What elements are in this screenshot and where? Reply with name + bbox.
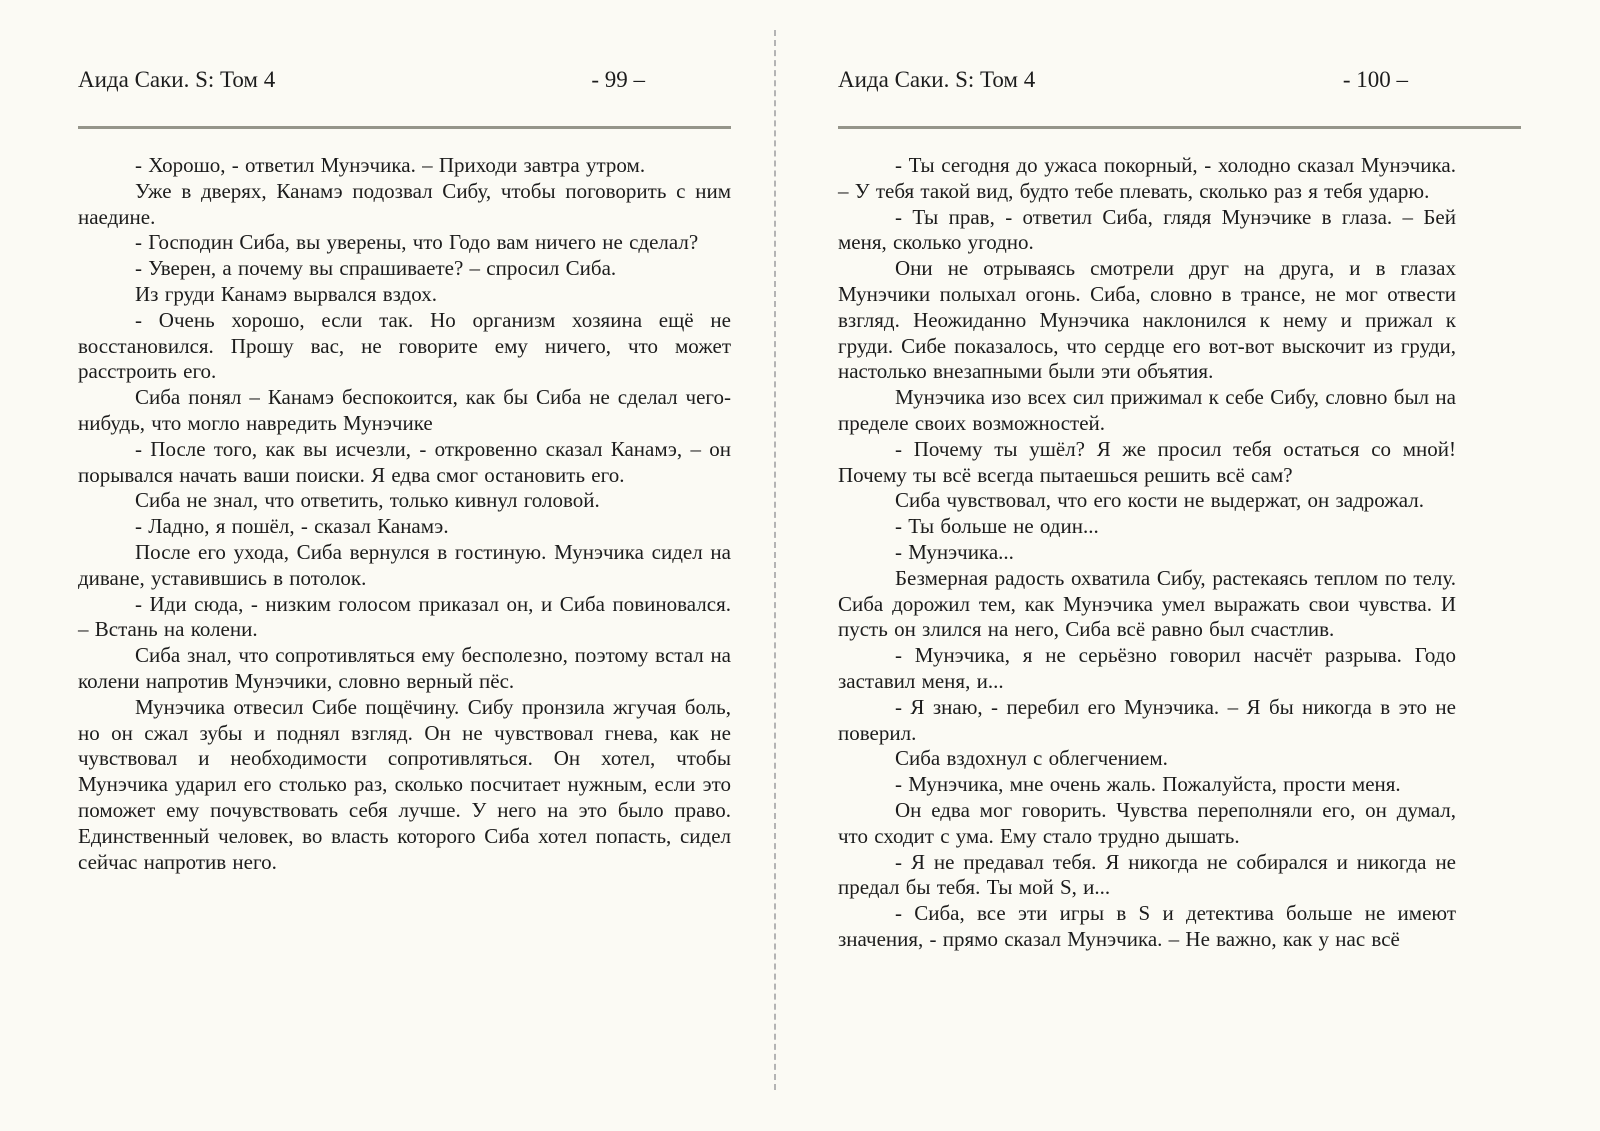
body-paragraph: - Ты больше не один... xyxy=(895,514,1099,539)
body-paragraph: - Почему ты ушёл? Я же просил тебя остаться со мной! Почему ты всё всегда пытаешься решить всё сам? xyxy=(838,436,1456,487)
body-paragraph: После его ухода, Сиба вернулся в гостиную. Мунэчика сидел на диване, уставившись в потолок. xyxy=(78,539,731,590)
body-paragraph: Он едва мог говорить. Чувства переполняли его, он думал, что сходит с ума. Ему стало трудно дышать. xyxy=(838,797,1456,848)
body-paragraph: - Хорошо, - ответил Мунэчика. – Приходи завтра утром. xyxy=(135,153,646,177)
page-number: - 100 – xyxy=(1342,67,1408,92)
page-header-right xyxy=(838,63,1521,97)
body-paragraph: Сиба вздохнул с облегчением. xyxy=(895,746,1168,771)
body-paragraph: Мунэчика отвесил Сибе пощёчину. Сибу пронзила жгучая боль, но он сжал зубы и поднял взгляд. Он не чувствовал гнева, как не чувствовал и необходимости сопротивляться. Он хотел, чтобы Мунэчика ударил его столько раз, сколько посчитает нужным, если это поможет ему почувствовать себя лучше. У него на это было право. Единственный человек, во власть которого Сиба хотел попасть, сидел сейчас напротив него. xyxy=(78,694,731,874)
body-paragraph: Сиба чувствовал, что его кости не выдержат, он задрожал. xyxy=(895,488,1425,513)
page-number: - 99 – xyxy=(591,67,645,92)
body-paragraph: - Господин Сиба, вы уверены, что Годо вам ничего не сделал? xyxy=(135,230,699,255)
body-paragraph: Сиба не знал, что ответить, только кивнул головой. xyxy=(135,488,600,513)
page-text-right xyxy=(838,153,1456,953)
body-paragraph: - Ты сегодня до ужаса покорный, - холодно сказал Мунэчика. – У тебя такой вид, будто тебе плевать, сколько раз я тебя ударю. xyxy=(838,153,1456,203)
body-paragraph: - Иди сюда, - низким голосом приказал он, и Сиба повиновался. – Встань на колени. xyxy=(78,591,731,642)
body-paragraph: Сиба знал, что сопротивляться ему бесполезно, поэтому встал на колени напротив Мунэчики, словно верный пёс. xyxy=(78,643,731,693)
body-paragraph: - После того, как вы исчезли, - откровенно сказал Канамэ, – он порывался начать ваши поиски. Я едва смог остановить его. xyxy=(78,436,731,487)
body-paragraph: - Мунэчика, я не серьёзно говорил насчёт разрыва. Годо заставил меня, и... xyxy=(838,643,1456,693)
book-page-left xyxy=(78,63,731,875)
page-text-left xyxy=(78,153,731,875)
body-paragraph: - Ты прав, - ответил Сиба, глядя Мунэчике в глаза. – Бей меня, сколько угодно. xyxy=(838,204,1456,255)
book-page-right xyxy=(838,63,1521,953)
body-paragraph: Сиба понял – Канамэ беспокоится, как бы Сиба не сделал чего-нибудь, что могло навредить Мунэчике xyxy=(78,385,731,435)
body-paragraph: - Мунэчика... xyxy=(895,539,1014,564)
body-paragraph: Уже в дверях, Канамэ подозвал Сибу, чтобы поговорить с ним наедине. xyxy=(78,178,731,229)
page-header-left xyxy=(78,63,731,97)
header-rule xyxy=(838,126,1521,129)
body-paragraph: - Мунэчика, мне очень жаль. Пожалуйста, прости меня. xyxy=(895,772,1401,797)
book-title: Аида Саки. S: Том 4 xyxy=(78,67,276,92)
body-paragraph: - Сиба, все эти игры в S и детектива больше не имеют значения, - прямо сказал Мунэчика. – Не важно, как у нас всё xyxy=(838,901,1456,951)
body-paragraph: Они не отрываясь смотрели друг на друга, и в глазах Мунэчики полыхал огонь. Сиба, словно в трансе, не мог отвести взгляд. Неожиданно Мунэчика наклонился к нему и прижал к груди. Сибе показалось, что сердце его вот-вот выскочит из груди, настолько внезапными были эти объятия. xyxy=(838,256,1456,384)
body-paragraph: Из груди Канамэ вырвался вздох. xyxy=(135,281,437,306)
body-paragraph: - Я не предавал тебя. Я никогда не собирался и никогда не предал бы тебя. Ты мой S, и... xyxy=(838,849,1456,900)
header-rule xyxy=(78,126,731,129)
page-gutter-divider xyxy=(774,30,776,1090)
body-paragraph: Мунэчика изо всех сил прижимал к себе Сибу, словно был на пределе своих возможностей. xyxy=(838,385,1456,435)
body-paragraph: - Очень хорошо, если так. Но организм хозяина ещё не восстановился. Прошу вас, не говорите ему ничего, что может расстроить его. xyxy=(78,307,731,384)
body-paragraph: Безмерная радость охватила Сибу, растекаясь теплом по телу. Сиба дорожил тем, как Мунэчика умел выражать свои чувства. И пусть он злился на него, Сиба всё равно был счастлив. xyxy=(838,565,1456,642)
body-paragraph: - Уверен, а почему вы спрашиваете? – спросил Сиба. xyxy=(135,256,617,281)
book-title: Аида Саки. S: Том 4 xyxy=(838,67,1036,92)
body-paragraph: - Ладно, я пошёл, - сказал Канамэ. xyxy=(135,514,449,539)
body-paragraph: - Я знаю, - перебил его Мунэчика. – Я бы никогда в это не поверил. xyxy=(838,694,1456,745)
